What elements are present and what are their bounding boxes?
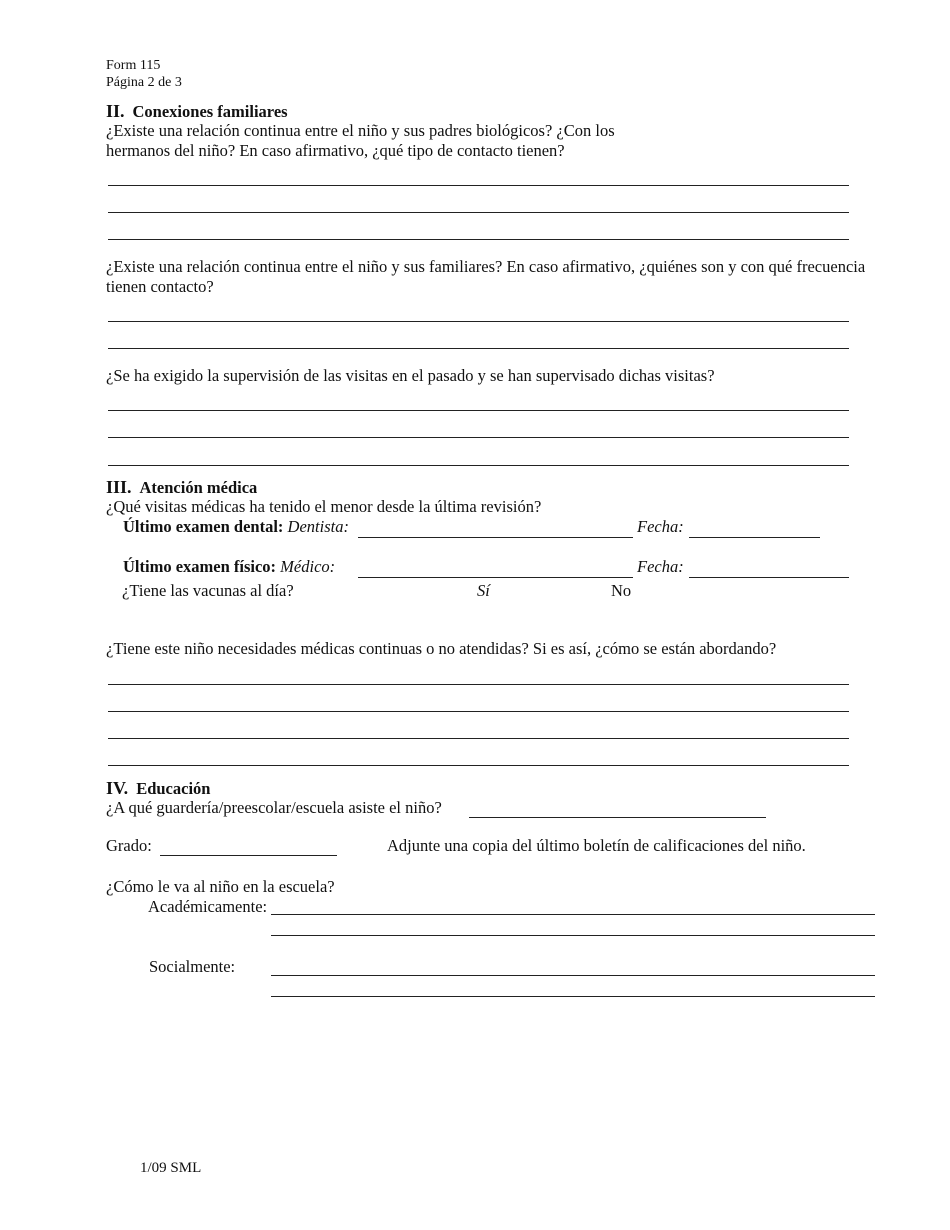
physical-date-label: Fecha: <box>637 557 684 576</box>
answer-line[interactable] <box>108 185 849 186</box>
answer-line[interactable] <box>108 684 849 685</box>
form-number: Form 115 <box>106 58 161 73</box>
vaccines-question: ¿Tiene las vacunas al día? <box>122 581 294 600</box>
answer-line[interactable] <box>108 212 849 213</box>
answer-line[interactable] <box>108 465 849 466</box>
question-medical-needs: ¿Tiene este niño necesidades médicas continuas o no atendidas? Si es así, ¿cómo se están abordando? <box>106 639 777 658</box>
academic-field[interactable] <box>271 914 875 915</box>
dental-date-label: Fecha: <box>637 517 684 536</box>
vaccines-no-option[interactable]: No <box>611 581 632 600</box>
answer-line[interactable] <box>108 765 849 766</box>
answer-line[interactable] <box>108 410 849 411</box>
question-school-performance: ¿Cómo le va al niño en la escuela? <box>106 877 335 896</box>
question-biological-parents: ¿Existe una relación continua entre el niño y sus padres biológicos? ¿Con los <box>106 121 615 140</box>
section-heading-education <box>106 778 210 799</box>
physical-exam-row <box>123 557 335 577</box>
academic-label: Académicamente: <box>148 897 268 916</box>
question-medical-visits: ¿Qué visitas médicas ha tenido el menor desde la última revisión? <box>106 497 542 516</box>
vaccines-yes-option[interactable]: Sí <box>477 581 490 600</box>
section-title: Atención médica <box>139 478 258 497</box>
physical-exam-label: Último examen físico: <box>123 557 277 576</box>
academic-field[interactable] <box>271 935 875 936</box>
dental-date-field[interactable] <box>689 537 820 538</box>
answer-line[interactable] <box>108 321 849 322</box>
section-heading-medical <box>106 477 257 498</box>
footer-code: 1/09 SML <box>140 1160 202 1176</box>
social-field[interactable] <box>271 996 875 997</box>
dentist-field[interactable] <box>358 537 633 538</box>
answer-line[interactable] <box>108 738 849 739</box>
section-heading-family <box>106 101 288 122</box>
dental-exam-label: Último examen dental: <box>123 517 284 536</box>
question-siblings: hermanos del niño? En caso afirmativo, ¿qué tipo de contacto tienen? <box>106 141 565 160</box>
section-number: III. <box>106 477 132 497</box>
section-title: Educación <box>136 779 211 798</box>
grade-field[interactable] <box>160 855 337 856</box>
answer-line[interactable] <box>108 437 849 438</box>
doctor-label: Médico: <box>280 557 336 576</box>
social-field[interactable] <box>271 975 875 976</box>
question-supervised-visits: ¿Se ha exigido la supervisión de las visitas en el pasado y se han supervisado dichas visitas? <box>106 366 715 385</box>
social-label: Socialmente: <box>149 957 236 976</box>
section-number: II. <box>106 101 125 121</box>
answer-line[interactable] <box>108 348 849 349</box>
dentist-label: Dentista: <box>287 517 349 536</box>
section-number: IV. <box>106 778 129 798</box>
dental-exam-row <box>123 517 349 537</box>
grade-label: Grado: <box>106 836 152 855</box>
report-card-note: Adjunte una copia del último boletín de calificaciones del niño. <box>387 836 806 855</box>
question-relatives-cont: tienen contacto? <box>106 277 214 296</box>
section-title: Conexiones familiares <box>132 102 288 121</box>
question-school: ¿A qué guardería/preescolar/escuela asiste el niño? <box>106 798 442 817</box>
school-field[interactable] <box>469 817 766 818</box>
doctor-field[interactable] <box>358 577 633 578</box>
answer-line[interactable] <box>108 711 849 712</box>
answer-line[interactable] <box>108 239 849 240</box>
question-relatives: ¿Existe una relación continua entre el niño y sus familiares? En caso afirmativo, ¿quiénes son y con qué frecuencia <box>106 257 866 276</box>
page-number: Página 2 de 3 <box>106 75 182 90</box>
physical-date-field[interactable] <box>689 577 849 578</box>
